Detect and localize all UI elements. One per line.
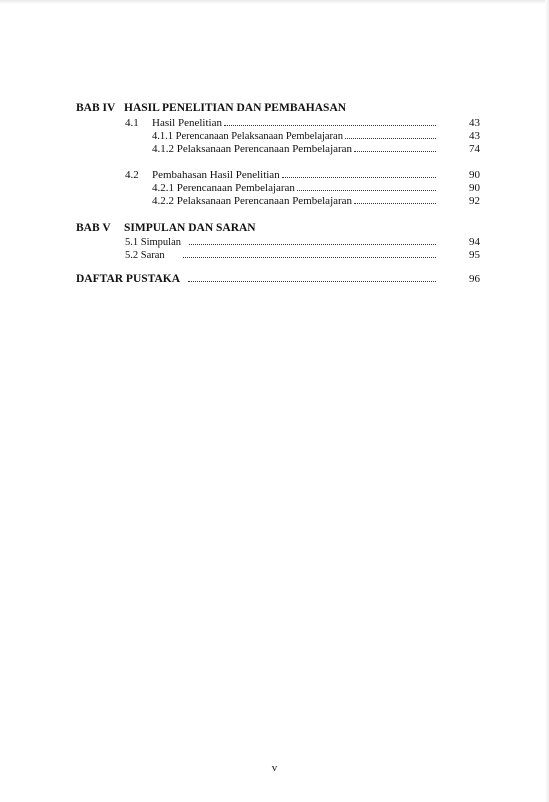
- toc-entry-label: 4.2.1 Perencanaan Pembelajaran: [152, 182, 295, 194]
- toc-entry-daftar-pustaka[interactable]: [76, 273, 436, 285]
- toc-page-4-1: 43: [469, 117, 480, 129]
- section-4-1-number: 4.1: [125, 117, 139, 129]
- toc-entry-label: 4.2.2 Pelaksanaan Perencanaan Pembelajaran: [152, 195, 353, 207]
- chapter-5-title: SIMPULAN DAN SARAN: [124, 222, 256, 234]
- toc-entry-4-2-1[interactable]: [152, 182, 436, 194]
- chapter-4-title: HASIL PENELITIAN DAN PEMBAHASAN: [124, 102, 347, 114]
- toc-entry-label: Hasil Penelitian: [152, 117, 222, 129]
- scan-edge-right: [545, 0, 549, 802]
- leader-dots: [183, 249, 436, 258]
- leader-dots: [224, 117, 436, 126]
- toc-entry-label: 4.1.1 Perencanaan Pelaksanaan Pembelajaran: [152, 131, 343, 142]
- toc-page-daftar-pustaka: 96: [469, 273, 480, 285]
- leader-dots: [189, 236, 436, 245]
- toc-page-4-2-1: 90: [469, 182, 480, 194]
- toc-entry-label: 5.2 Saran: [125, 250, 165, 261]
- toc-page-5-2: 95: [469, 249, 480, 261]
- toc-entry-4-1-1[interactable]: [152, 130, 436, 142]
- toc-entry-label: 4.1.2 Pelaksanaan Perencanaan Pembelajaran: [152, 143, 353, 155]
- toc-page-4-2: 90: [469, 169, 480, 181]
- leader-dots: [282, 169, 436, 178]
- page-number-footer: v: [271, 762, 278, 774]
- toc-entry-4-1[interactable]: [152, 117, 436, 129]
- toc-entry-label: DAFTAR PUSTAKA: [76, 273, 181, 285]
- chapter-5-number: BAB V: [76, 222, 111, 234]
- toc-entry-label: Pembahasan Hasil Penelitian: [152, 169, 280, 181]
- leader-dots: [297, 182, 436, 191]
- toc-page-4-1-1: 43: [469, 130, 480, 142]
- toc-entry-label: 5.1 Simpulan: [125, 237, 182, 248]
- toc-entry-5-1[interactable]: [125, 236, 436, 248]
- chapter-4-number: BAB IV: [76, 102, 116, 114]
- toc-entry-4-2-2[interactable]: [152, 195, 436, 207]
- toc-page-4-2-2: 92: [469, 195, 480, 207]
- toc-page-4-1-2: 74: [469, 143, 480, 155]
- leader-dots: [345, 130, 436, 139]
- toc-entry-4-2[interactable]: [152, 169, 436, 181]
- leader-dots: [354, 143, 436, 152]
- toc-entry-5-2[interactable]: [125, 249, 436, 261]
- leader-dots: [188, 273, 436, 282]
- toc-entry-4-1-2[interactable]: [152, 143, 436, 155]
- toc-page-5-1: 94: [469, 236, 480, 248]
- leader-dots: [354, 195, 436, 204]
- scan-edge-top: [0, 0, 549, 4]
- section-4-2-number: 4.2: [125, 169, 139, 181]
